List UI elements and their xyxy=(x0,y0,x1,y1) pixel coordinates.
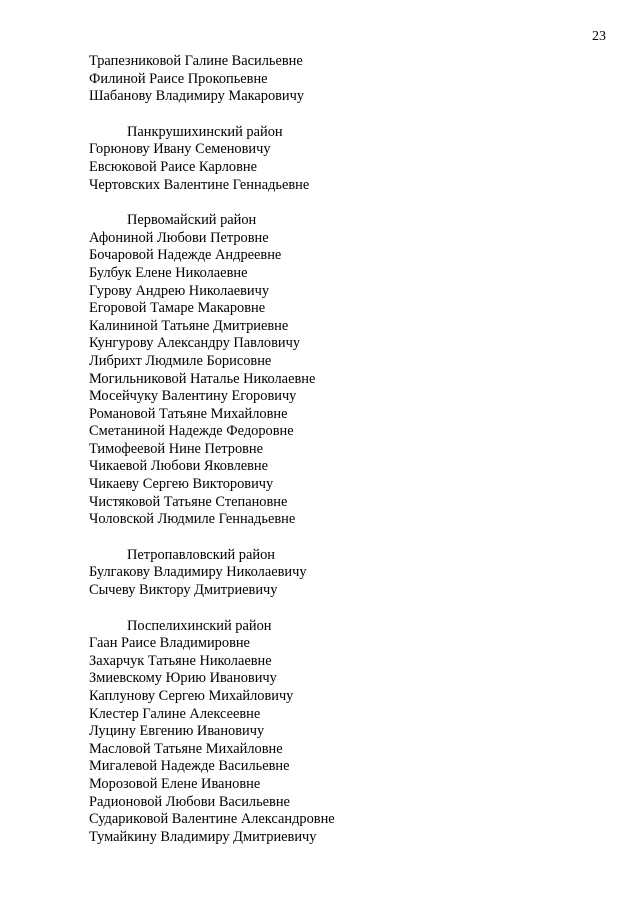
name-entry: Филиной Раисе Прокопьевне xyxy=(89,70,268,87)
document-body xyxy=(89,53,609,864)
name-entry: Сычеву Виктору Дмитриевичу xyxy=(89,582,278,599)
name-entry: Могильниковой Наталье Николаевне xyxy=(89,370,316,387)
name-entry: Горюнову Ивану Семеновичу xyxy=(89,141,271,158)
name-entry: Масловой Татьяне Михайловне xyxy=(89,740,283,757)
name-entry: Шабанову Владимиру Макаровичу xyxy=(89,88,305,105)
name-entry: Калининой Татьяне Дмитриевне xyxy=(89,317,289,334)
name-entry: Мосейчуку Валентину Егоровичу xyxy=(89,388,297,405)
name-entry: Афониной Любови Петровне xyxy=(89,229,269,246)
name-entry: Булгакову Владимиру Николаевичу xyxy=(89,564,307,581)
page-number: 23 xyxy=(592,29,606,44)
name-entry: Змиевскому Юрию Ивановичу xyxy=(89,670,277,687)
district-title: Петропавловский район xyxy=(127,546,275,563)
name-entry: Чоловской Людмиле Геннадьевне xyxy=(89,511,296,528)
name-entry: Захарчук Татьяне Николаевне xyxy=(89,652,272,669)
district-section xyxy=(89,124,609,194)
name-entry: Евсюковой Раисе Карловне xyxy=(89,158,257,175)
name-entry: Либрихт Людмиле Борисовне xyxy=(89,352,272,369)
name-entry: Гурову Андрею Николаевичу xyxy=(89,282,270,299)
district-title: Первомайский район xyxy=(127,212,257,229)
district-title: Поспелихинский район xyxy=(127,617,272,634)
name-entry: Судариковой Валентине Александровне xyxy=(89,811,335,828)
name-entry: Романовой Татьяне Михайловне xyxy=(89,405,288,422)
name-entry: Гаан Раисе Владимировне xyxy=(89,635,250,652)
name-entry: Тимофеевой Нине Петровне xyxy=(89,440,264,457)
name-entry: Булбук Елене Николаевне xyxy=(89,264,248,281)
name-entry: Егоровой Тамаре Макаровне xyxy=(89,300,266,317)
name-entry: Клестер Галине Алексеевне xyxy=(89,705,261,722)
district-section xyxy=(89,618,609,847)
name-entry: Чикаевой Любови Яковлевне xyxy=(89,458,269,475)
name-entry: Мигалевой Надежде Васильевне xyxy=(89,758,290,775)
name-entry: Морозовой Елене Ивановне xyxy=(89,775,261,792)
name-entry: Трапезниковой Галине Васильевне xyxy=(89,53,303,69)
name-entry: Кунгурову Александру Павловичу xyxy=(89,335,301,352)
name-entry: Чертовских Валентине Геннадьевне xyxy=(89,176,310,193)
name-entry: Чикаеву Сергею Викторовичу xyxy=(89,476,274,493)
district-section xyxy=(89,212,609,529)
district-section xyxy=(89,53,609,106)
name-entry: Чистяковой Татьяне Степановне xyxy=(89,493,288,510)
name-entry: Луцину Евгению Ивановичу xyxy=(89,723,265,740)
name-entry: Бочаровой Надежде Андреевне xyxy=(89,247,282,264)
district-title: Панкрушихинский район xyxy=(127,123,283,140)
name-entry: Сметаниной Надежде Федоровне xyxy=(89,423,294,440)
name-entry: Радионовой Любови Васильевне xyxy=(89,793,290,810)
name-entry: Тумайкину Владимиру Дмитриевичу xyxy=(89,828,317,845)
district-section xyxy=(89,547,609,600)
name-entry: Каплунову Сергею Михайловичу xyxy=(89,688,294,704)
